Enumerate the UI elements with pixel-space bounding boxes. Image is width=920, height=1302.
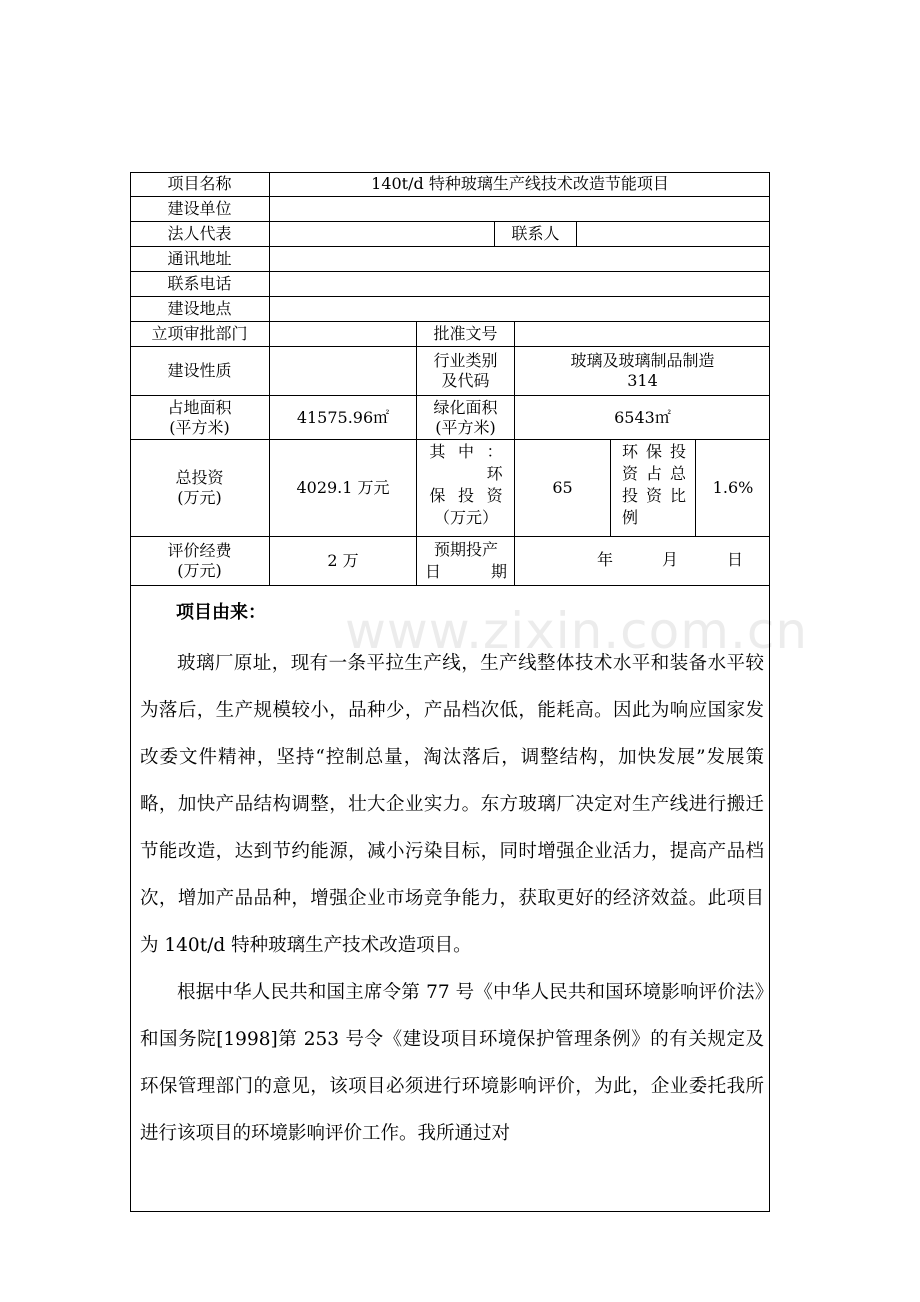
contact-label: 联系人 (511, 224, 560, 243)
green-label-line2: (平方米) (435, 417, 496, 437)
watermark: www.zixin.com.cn (345, 602, 809, 660)
green-label (417, 396, 514, 439)
invest-label-line1: 总投资 (175, 468, 224, 487)
address-label: 通讯地址 (167, 249, 232, 268)
area-value: 41575.96㎡ (296, 407, 390, 427)
fee-label-line1: 评价经费 (167, 541, 232, 560)
col-divider (576, 221, 577, 246)
expected-label-line1: 预期投产 (433, 540, 498, 559)
env-invest-label-line1: 其 中 ：环 (429, 442, 503, 483)
paragraph: 根据中华人民共和国主席令第 77 号《中华人民共和国环境影响评价法》和国务院[1998]第 253 号令《建设项目环境保护管理条例》的有关规定及环保管理部门的意见，该项目必须进行环境影响评价，为此，企业委托我所进行该项目的环境影响评价工作。我所通过对 (140, 982, 764, 1144)
phone-label: 联系电话 (167, 274, 232, 293)
industry-value-line2: 314 (627, 371, 658, 390)
fee-label (130, 537, 269, 585)
industry-label (417, 347, 514, 395)
date-year: 年 (597, 550, 614, 569)
env-ratio-label-line1: 环 保 投 (621, 442, 686, 461)
green-value: 6543㎡ (614, 407, 671, 427)
env-ratio-label-line3: 投 资 比 (621, 486, 686, 505)
invest-value: 4029.1 万元 (296, 478, 390, 497)
area-label-line1: 占地面积 (167, 397, 232, 417)
approval-dept-label: 立项审批部门 (151, 324, 248, 343)
industry-value (515, 347, 770, 395)
env-invest-label-line3: （万元） (433, 508, 498, 527)
expected-label-line2: 日 期 (425, 562, 507, 581)
env-invest-label-line2: 保 投 资 (429, 486, 503, 505)
env-ratio-label (618, 441, 690, 529)
env-ratio-value: 1.6% (712, 478, 754, 497)
area-label-line2: (平方米) (169, 417, 230, 437)
green-label-line1: 绿化面积 (433, 397, 498, 417)
date-day: 日 (727, 550, 744, 569)
paragraph: 玻璃厂原址，现有一条平拉生产线，生产线整体技术水平和装备水平较为落后，生产规模较小，品种少，产品档次低，能耗高。因此为响应国家发改委文件精神，坚持“控制总量，淘汰落后，调整结构，加快发展”发展策略，加快产品结构调整，壮大企业实力。东方玻璃厂决定对生产线进行搬迁节能改造，达到节约能源，减小污染目标，同时增强企业活力，提高产品档次，增加产品品种，增强企业市场竞争能力，获取更好的经济效益。此项目为 140t/d 特种玻璃生产技术改造项目。 (140, 653, 764, 956)
fee-label-line2: (万元) (177, 561, 222, 580)
site-label: 建设地点 (167, 299, 232, 318)
section-heading: 项目由来： (176, 602, 266, 623)
legal-rep-label: 法人代表 (167, 224, 232, 243)
row-divider (130, 585, 770, 586)
builder-label: 建设单位 (167, 199, 232, 218)
date-month: 月 (662, 550, 679, 569)
project-name-label: 项目名称 (167, 174, 232, 193)
expected-label (423, 539, 509, 583)
approval-doc-label: 批准文号 (433, 324, 498, 343)
env-invest-label (423, 441, 509, 529)
env-ratio-label-line2: 资 占 总 (621, 464, 686, 483)
area-label (130, 396, 269, 439)
industry-value-line1: 玻璃及玻璃制品制造 (570, 351, 715, 370)
industry-label-line1: 行业类别 (433, 351, 498, 370)
project-name-value: 140t/d 特种玻璃生产线技术改造节能项目 (371, 174, 669, 193)
env-ratio-label-line4: 例 (621, 508, 638, 527)
industry-label-line2: 及代码 (441, 371, 490, 390)
nature-label: 建设性质 (167, 361, 232, 380)
invest-label (130, 440, 269, 536)
invest-label-line2: (万元) (177, 488, 222, 507)
section-body (140, 640, 764, 1157)
fee-value: 2 万 (327, 551, 359, 570)
col-divider (610, 439, 611, 536)
env-invest-value: 65 (552, 478, 573, 497)
